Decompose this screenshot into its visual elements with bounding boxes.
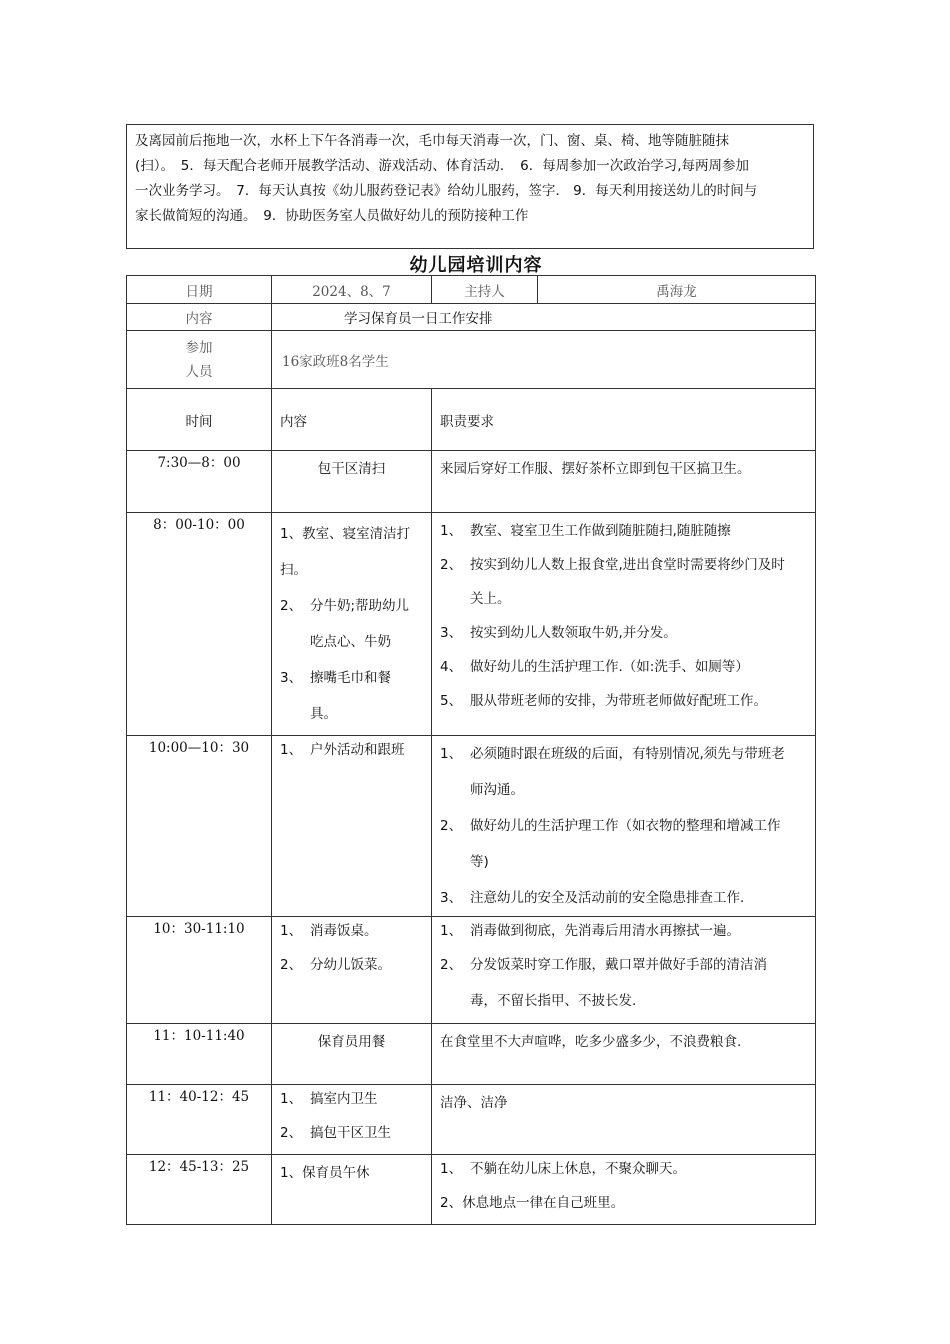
list-item: 3、 按实到幼儿人数领取牛奶,并分发。 [440,625,677,641]
list-item: 具。 [310,706,337,722]
duty-cell: 洁净、洁净 [432,1085,816,1155]
time-cell: 11：10-11:40 [127,1024,272,1085]
content-list [280,917,423,985]
date-value: 2024、8、7 [272,276,432,304]
list-item: 吃点心、牛奶 [310,634,391,650]
table-row [127,1085,816,1155]
content-cell [272,736,432,917]
duty-cell: 来园后穿好工作服、摆好茶杯立即到包干区搞卫生。 [432,451,816,513]
training-table [126,275,816,1225]
content-cell [272,1085,432,1155]
time-cell: 8：00-10：00 [127,513,272,736]
content-cell: 1、保育员午休 [272,1155,432,1225]
duty-cell [432,736,816,917]
time-cell: 12：45-13：25 [127,1155,272,1225]
list-item: 等) [470,854,489,870]
time-cell: 7:30—8：00 [127,451,272,513]
paragraph-line: 一次业务学习。 7．每天认真按《幼儿服药登记表》给幼儿服药，签字. 9．每天利用接送幼儿的时间与 [135,183,758,199]
host-label: 主持人 [432,276,538,304]
participants-label-line: 人员 [185,363,213,380]
paragraph-line: (扫）。 5．每天配合老师开展教学活动、游戏活动、体育活动． 6．每周参加一次政治学习,每两周参加 [135,158,749,174]
content-cell [272,513,432,736]
content-list [280,736,423,764]
paragraph-line: 及离园前后拖地一次，水杯上下午各消毒一次，毛巾每天消毒一次，门、窗、桌、椅、地等随脏随抹 [135,133,729,149]
col-time-header: 时间 [127,389,272,451]
list-item: 1、 必须随时跟在班级的后面，有特别情况,须先与带班老 [440,746,785,762]
table-row [127,1024,816,1085]
time-cell: 11：40-12：45 [127,1085,272,1155]
date-label: 日期 [127,276,272,304]
duty-cell [432,1155,816,1225]
content-cell: 保育员用餐 [272,1024,432,1085]
list-item: 1、 搞室内卫生 [280,1091,378,1107]
table-row [127,917,816,1024]
list-item: 2、 做好幼儿的生活护理工作（如衣物的整理和增减工作 [440,818,781,834]
col-content-header: 内容 [272,389,432,451]
content-list [280,1085,423,1153]
page-title: 幼儿园培训内容 [409,255,543,276]
participants-label-line: 参加 [185,339,213,356]
table-row [127,451,816,513]
header-row-content [127,304,816,331]
list-item: 2、 按实到幼儿人数上报食堂,进出食堂时需要将纱门及时 [440,557,785,573]
duty-list [440,736,807,916]
content-value: 学习保育员一日工作安排 [272,304,816,331]
time-cell: 10:00—10：30 [127,736,272,917]
list-item: 2、休息地点一律在自己班里。 [440,1195,625,1211]
top-paragraph-box [126,124,814,249]
content-list [280,588,423,732]
paragraph-line: 家长做简短的沟通。 9．协助医务室人员做好幼儿的预防接种工作 [135,208,529,224]
table-row [127,1155,816,1225]
col-duty-header: 职责要求 [432,389,816,451]
time-cell: 10：30-11:10 [127,917,272,1024]
duty-list [440,514,807,718]
content-cell: 包干区清扫 [272,451,432,513]
list-item: 1、 消毒做到彻底，先消毒后用清水再擦拭一遍。 [440,923,740,939]
list-item: 4、 做好幼儿的生活护理工作.（如:洗手、如厕等） [440,659,749,675]
content-line: 扫。 [280,562,307,578]
duty-cell [432,513,816,736]
list-item: 2、 搞包干区卫生 [280,1125,391,1141]
column-header-row [127,389,816,451]
host-value: 禹海龙 [538,276,816,304]
list-item: 1、 教室、寝室卫生工作做到随脏随扫,随脏随擦 [440,523,731,539]
participants-label [127,331,272,389]
header-row-participants [127,331,816,389]
list-item: 师沟通。 [470,782,524,798]
duty-cell: 在食堂里不大声喧哗，吃多少盛多少，不浪费粮食. [432,1024,816,1085]
list-item: 1、 户外活动和跟班 [280,742,405,758]
list-item: 毒，不留长指甲、不披长发. [470,993,637,1009]
content-label: 内容 [127,304,272,331]
list-item: 3、 擦嘴毛巾和餐 [280,670,391,686]
header-row-date [127,276,816,304]
duty-list [440,917,807,1017]
list-item: 2、 分牛奶;帮助幼儿 [280,598,410,614]
list-item: 1、 不躺在幼儿床上休息，不聚众聊天。 [440,1161,686,1177]
list-item: 2、 分发饭菜时穿工作服，戴口罩并做好手部的清洁消 [440,957,767,973]
participants-value: 16家政班8名学生 [272,331,816,389]
duty-list [440,1155,807,1223]
list-item: 关上。 [470,591,511,607]
table-row [127,513,816,736]
list-item: 5、 服从带班老师的安排，为带班老师做好配班工作。 [440,693,767,709]
list-item: 1、 消毒饭桌。 [280,923,378,939]
duty-cell [432,917,816,1024]
list-item: 3、 注意幼儿的安全及活动前的安全隐患排查工作. [440,890,745,906]
table-row [127,736,816,917]
content-line: 1、教室、寝室清洁打 [280,526,411,542]
content-cell [272,917,432,1024]
list-item: 2、 分幼儿饭菜。 [280,957,391,973]
